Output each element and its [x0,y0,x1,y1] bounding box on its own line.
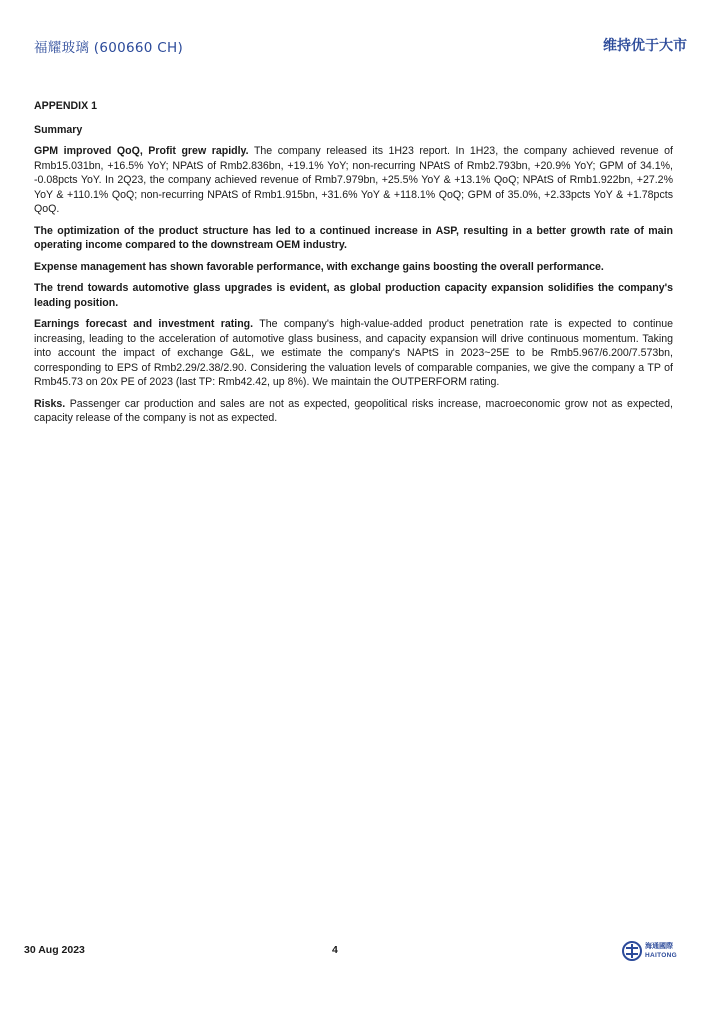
paragraph-earnings-forecast [34,317,673,390]
paragraph-earnings-forecast-lead: Earnings forecast and investment rating. [34,318,254,330]
paragraph-risks-body: Passenger car production and sales are not as expected, geopolitical risks increase, macroeconomic grow not as expected, capacity release of the company is not as expected. [34,397,673,424]
appendix-title: APPENDIX 1 [34,100,97,112]
header-tagline: 维持优于大市 [603,38,687,54]
report-content [34,99,673,433]
paragraph-glass-upgrades: The trend towards automotive glass upgrades is evident, as global production capacity expansion solidifies the company's leading position. [34,282,673,309]
paragraph-product-structure: The optimization of the product structure has led to a continued increase in ASP, resulting in a better growth rate of main operating income compared to the downstream OEM industry. [34,224,673,251]
haitong-logo-icon [622,941,642,961]
paragraph-gpm [34,144,673,217]
haitong-logo-text [645,942,677,960]
logo-cn-text: 海通國際 [645,942,673,950]
logo-en-text: HAITONG [645,952,677,959]
paragraph-gpm-body: The company released its 1H23 report. In 1H23, the company achieved revenue of Rmb15.031bn, +16.5% YoY; NPAtS of Rmb2.836bn, +19.1% YoY; non-recurring NPAtS of Rmb2.793bn, +20.9% YoY; GPM of 34.1%, -0.08pcts YoY. In 2Q23, the company achieved revenue of Rmb7.979bn, +25.5% YoY & +13.1% QoQ; NPAtS of Rmb1.922bn, +27.2% YoY & +110.1% QoQ; non-recurring NPAtS of Rmb1.915bn, +31.6% YoY & +118.1% QoQ; GPM of 35.0%, +2.33pcts YoY & +1.78pcts QoQ. [34,145,673,215]
paragraph-risks-lead: Risks. [34,397,66,410]
paragraph-earnings-forecast-body: The company's high-value-added product penetration rate is expected to continue increasing, leading to the acceleration of automotive glass business, and capacity expansion will drive continuous momentum. Taking into account the impact of exchange G&L, we estimate the company's NAPtS in 2023~25E to be Rmb5.967/6.200/7.573bn, corresponding to EPS of Rmb2.29/2.38/2.90. Considering the valuation levels of comparable companies, we give the company a TP of Rmb45.73 on 20x PE of 2023 (last TP: Rmb42.42, up 8%). We maintain the OUTPERFORM rating. [34,318,673,388]
footer-date: 30 Aug 2023 [24,944,85,956]
haitong-logo [622,940,682,962]
summary-title: Summary [34,123,83,136]
page-number: 4 [332,944,338,956]
paragraph-expense-management: Expense management has shown favorable performance, with exchange gains boosting the overall performance. [34,260,604,273]
header-company: 福耀玻璃 (600660 CH) [34,40,184,56]
paragraph-risks [34,397,673,426]
paragraph-gpm-lead: GPM improved QoQ, Profit grew rapidly. [34,145,249,157]
